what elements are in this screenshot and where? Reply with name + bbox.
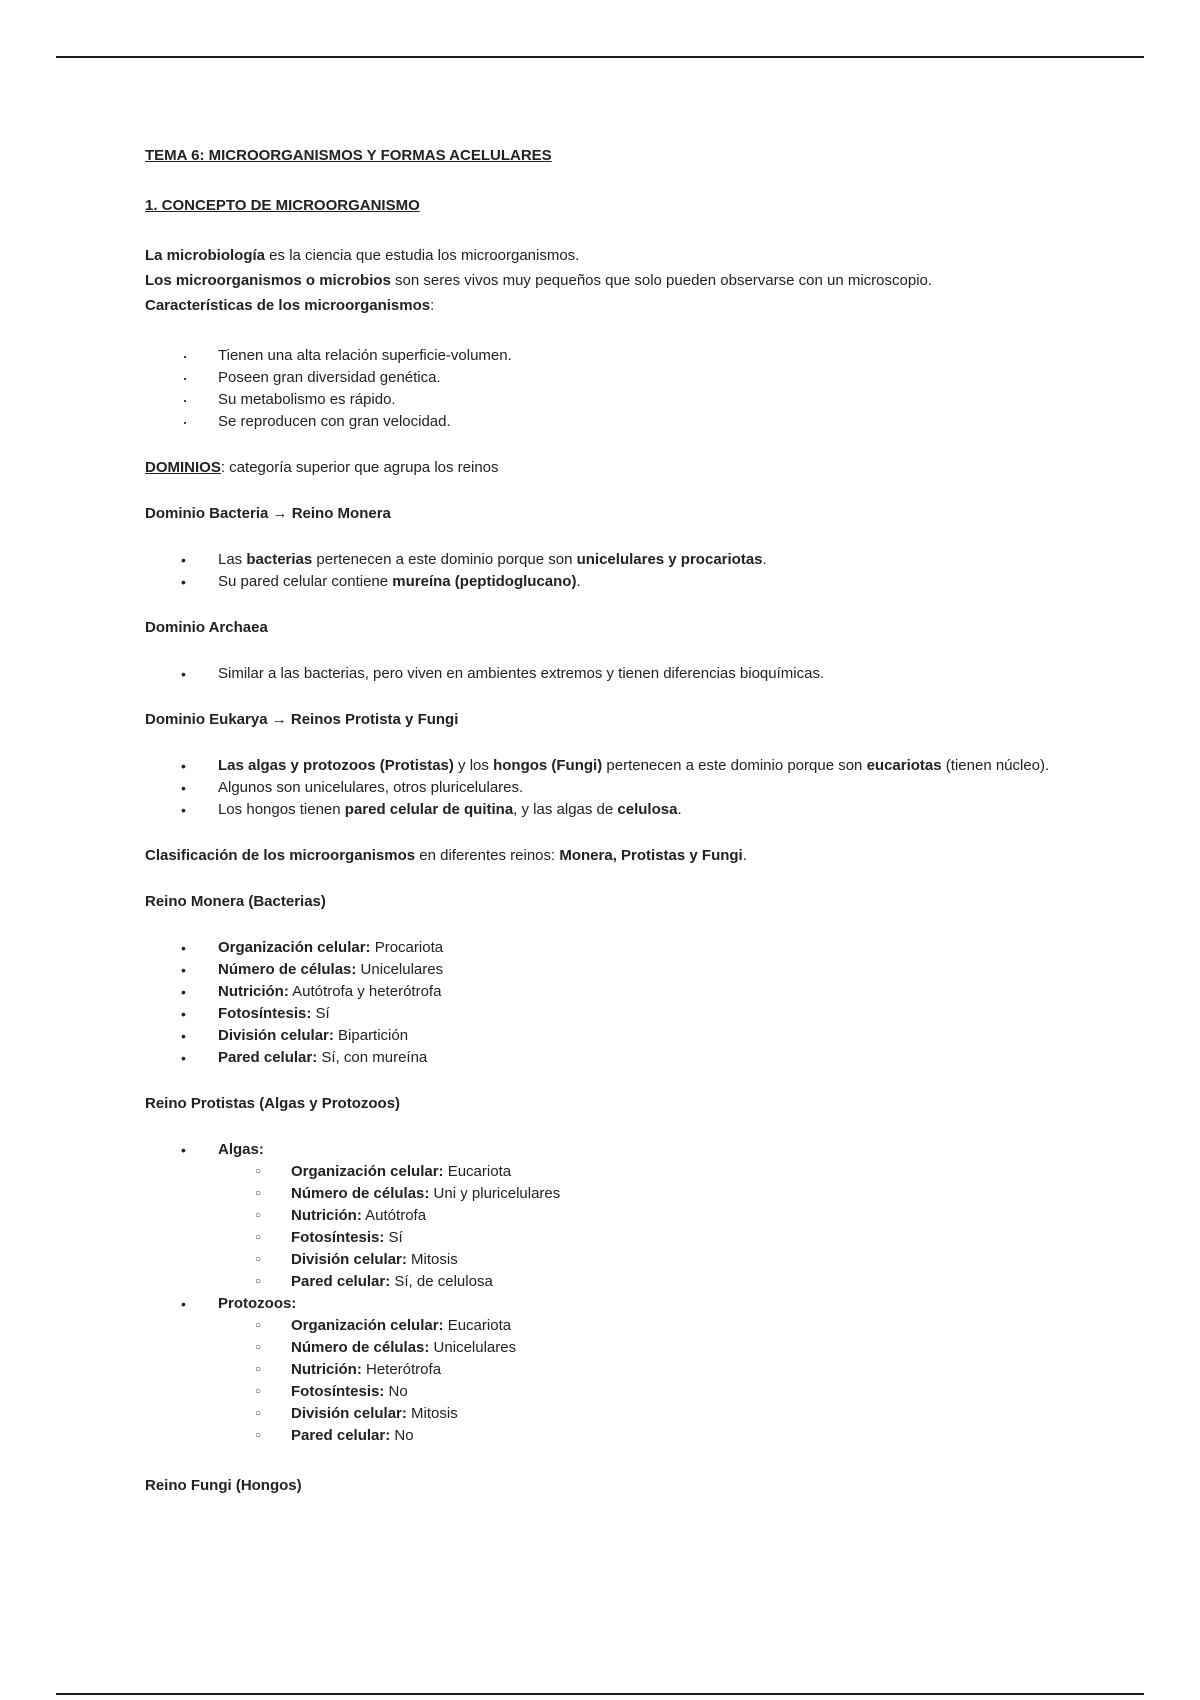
paragraph-microorganismos: [145, 270, 1065, 292]
page-bottom-rule: [56, 1693, 1144, 1695]
bold-span: Clasificación de los microorganismos: [145, 847, 416, 864]
list-item: [145, 1183, 1065, 1205]
item-label: Fotosíntesis:: [291, 1383, 385, 1400]
bold-span: mureína (peptidoglucano): [392, 573, 577, 590]
term-microbiologia: La microbiología: [145, 247, 266, 264]
list-item: [145, 959, 1065, 981]
list-item-protozoos: [145, 1293, 1065, 1447]
bold-span: unicelulares y procariotas: [576, 551, 763, 568]
text-microbiologia: es la ciencia que estudia los microorganismos.: [265, 247, 580, 264]
item-label: Fotosíntesis:: [218, 1005, 312, 1022]
archaea-list: [145, 663, 1065, 685]
text-span: pertenecen a este dominio porque son: [602, 757, 867, 774]
eukarya-list: [145, 755, 1065, 821]
list-item: [145, 981, 1065, 1003]
heading-dominio-eukarya: Dominio Eukarya → Reinos Protista y Fungi: [145, 711, 459, 728]
term-dominios: DOMINIOS: [145, 459, 221, 476]
list-item: · Se reproducen con gran velocidad.: [145, 411, 1065, 433]
item-label: Pared celular:: [291, 1273, 391, 1290]
item-label: División celular:: [291, 1405, 407, 1422]
bold-span: celulosa: [617, 801, 678, 818]
list-item: [145, 755, 1065, 777]
text-span: .: [677, 801, 682, 818]
item-value: Unicelulares: [356, 961, 444, 978]
item-label: Nutrición:: [218, 983, 289, 1000]
protozoos-sublist: [218, 1315, 1065, 1447]
list-item: [145, 1025, 1065, 1047]
bold-span: Monera, Protistas y Fungi: [559, 847, 743, 864]
list-item: [145, 1359, 1065, 1381]
item-label: Número de células:: [291, 1339, 430, 1356]
item-value: No: [384, 1383, 408, 1400]
item-label: Organización celular:: [218, 939, 371, 956]
item-label: Pared celular:: [291, 1427, 391, 1444]
list-item: [145, 1227, 1065, 1249]
text-span: Las: [218, 551, 247, 568]
heading-reino-monera: Reino Monera (Bacterias): [145, 893, 326, 910]
item-value: Eucariota: [443, 1163, 512, 1180]
item-value: Unicelulares: [429, 1339, 517, 1356]
text-span: Los hongos tienen: [218, 801, 345, 818]
list-item: [145, 1003, 1065, 1025]
list-item: · Poseen gran diversidad genética.: [145, 367, 1065, 389]
item-label: Número de células:: [218, 961, 357, 978]
section-heading-concepto: 1. CONCEPTO DE MICROORGANISMO: [145, 197, 420, 214]
heading-dominio-archaea: Dominio Archaea: [145, 619, 268, 636]
heading-reino-protistas: Reino Protistas (Algas y Protozoos): [145, 1095, 401, 1112]
characteristics-list: [145, 345, 1065, 433]
term-caracteristicas: Características de los microorganismos: [145, 297, 431, 314]
list-item: [145, 1315, 1065, 1337]
text-span: .: [762, 551, 767, 568]
item-value: Autótrofa y heterótrofa: [288, 983, 442, 1000]
bold-span: pared celular de quitina: [344, 801, 514, 818]
bold-span: Las algas y protozoos (Protistas): [218, 757, 454, 774]
item-label: Número de células:: [291, 1185, 430, 1202]
list-item: [145, 937, 1065, 959]
list-item: [145, 1249, 1065, 1271]
item-label: Organización celular:: [291, 1163, 444, 1180]
item-value: Uni y pluricelulares: [429, 1185, 561, 1202]
item-value: Bipartición: [333, 1027, 409, 1044]
item-value: Procariota: [370, 939, 444, 956]
heading-dominio-bacteria: Dominio Bacteria → Reino Monera: [145, 505, 391, 522]
text-span: pertenecen a este dominio porque son: [312, 551, 577, 568]
item-value: No: [390, 1427, 414, 1444]
text-microorganismos: son seres vivos muy pequeños que solo pueden observarse con un microscopio.: [390, 272, 933, 289]
list-item: [145, 1271, 1065, 1293]
list-item: [145, 1425, 1065, 1447]
item-value: Autótrofa: [361, 1207, 427, 1224]
text-span: .: [742, 847, 747, 864]
list-item: [145, 1047, 1065, 1069]
item-value: Sí: [311, 1005, 330, 1022]
item-value: Sí, de celulosa: [390, 1273, 493, 1290]
bold-span: eucariotas: [866, 757, 942, 774]
paragraph-dominios: [145, 457, 1065, 479]
paragraph-clasificacion: [145, 845, 1065, 867]
list-item: [145, 1205, 1065, 1227]
list-item: [145, 799, 1065, 821]
paragraph-microbiologia: [145, 245, 1065, 267]
list-item: [145, 1161, 1065, 1183]
item-label: Nutrición:: [291, 1361, 362, 1378]
item-label: Fotosíntesis:: [291, 1229, 385, 1246]
list-item: [145, 1337, 1065, 1359]
algas-sublist: [218, 1161, 1065, 1293]
text-span: Su pared celular contiene: [218, 573, 393, 590]
list-item: • Similar a las bacterias, pero viven en ambientes extremos y tienen diferencias bioquímicas.: [145, 663, 1065, 685]
item-label: Protozoos:: [218, 1295, 297, 1312]
bold-span: hongos (Fungi): [493, 757, 603, 774]
item-label: Organización celular:: [291, 1317, 444, 1334]
monera-list: [145, 937, 1065, 1069]
list-item: • Algunos son unicelulares, otros pluricelulares.: [145, 777, 1065, 799]
protistas-list: [145, 1139, 1065, 1447]
item-value: Mitosis: [406, 1405, 458, 1422]
list-item: [145, 1381, 1065, 1403]
list-item: [145, 549, 1065, 571]
text-caracteristicas: :: [430, 297, 435, 314]
bold-span: bacterias: [246, 551, 313, 568]
list-item: [145, 571, 1065, 593]
item-label: Algas:: [218, 1141, 264, 1158]
text-span: , y las algas de: [513, 801, 618, 818]
page-top-rule: [56, 56, 1144, 58]
item-label: Pared celular:: [218, 1049, 318, 1066]
list-item: [145, 1403, 1065, 1425]
item-value: Sí, con mureína: [317, 1049, 428, 1066]
paragraph-caracteristicas: [145, 295, 1065, 317]
term-microorganismos: Los microorganismos o microbios: [145, 272, 391, 289]
text-dominios: : categoría superior que agrupa los reinos: [220, 459, 499, 476]
text-span: en diferentes reinos:: [415, 847, 560, 864]
item-value: Mitosis: [406, 1251, 458, 1268]
item-label: División celular:: [218, 1027, 334, 1044]
item-value: Heterótrofa: [361, 1361, 442, 1378]
document-title: TEMA 6: MICROORGANISMOS Y FORMAS ACELULARES: [145, 147, 552, 164]
item-value: Sí: [384, 1229, 403, 1246]
item-value: Eucariota: [443, 1317, 512, 1334]
list-item: · Su metabolismo es rápido.: [145, 389, 1065, 411]
text-span: (tienen núcleo).: [941, 757, 1050, 774]
item-label: División celular:: [291, 1251, 407, 1268]
document-body: [145, 145, 1065, 1497]
text-span: y los: [453, 757, 494, 774]
item-label: Nutrición:: [291, 1207, 362, 1224]
list-item: · Tienen una alta relación superficie-volumen.: [145, 345, 1065, 367]
bacteria-list: [145, 549, 1065, 593]
text-span: .: [576, 573, 581, 590]
heading-reino-fungi: Reino Fungi (Hongos): [145, 1477, 302, 1494]
list-item-algas: [145, 1139, 1065, 1293]
